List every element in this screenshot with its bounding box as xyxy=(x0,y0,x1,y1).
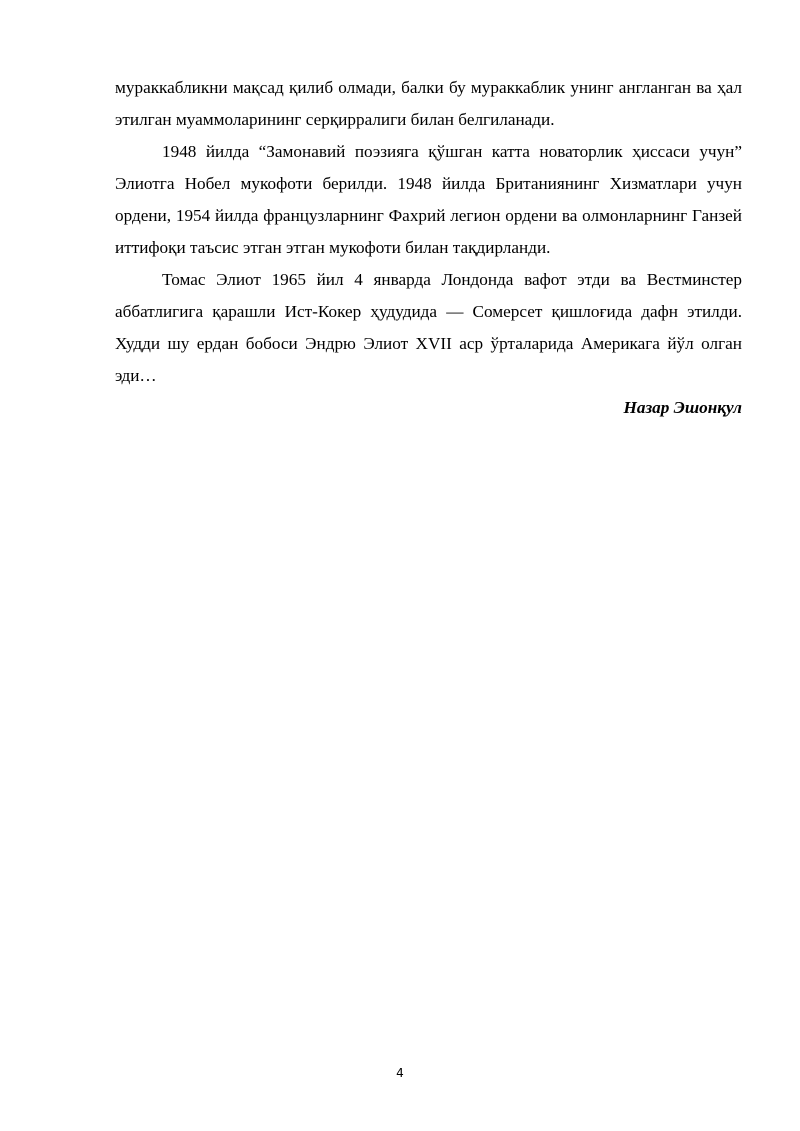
paragraph-death-burial: Томас Элиот 1965 йил 4 январда Лондонда вафот этди ва Вестминстер аббатлигига қарашли Ист-Кокер ҳудудида — Сомерсет қишлоғида дафн этилди. Худди шу ердан бобоси Эндрю Элиот XVII аср ўрталарида Америкага йўл олган эди… xyxy=(115,270,742,385)
paragraph-nobel-prize: 1948 йилда “Замонавий поэзияга қўшган катта новаторлик ҳиссаси учун” Элиотга Нобел мукофоти берилди. 1948 йилда Британиянинг Хизматлари учун ордени, 1954 йилда французларнинг Фахрий легион ордени ва олмонларнинг Ганзей иттифоқи таъсис этган этган мукофоти билан тақдирланди. xyxy=(115,142,742,257)
document-body xyxy=(115,72,742,424)
paragraph-continuation: мураккабликни мақсад қилиб олмади, балки бу мураккаблик унинг англанган ва ҳал этилган муаммоларининг серқирралиги билан белгиланади. xyxy=(115,78,742,129)
author-signature: Назар Эшонқул xyxy=(623,398,742,417)
page-number: 4 xyxy=(396,1066,404,1080)
